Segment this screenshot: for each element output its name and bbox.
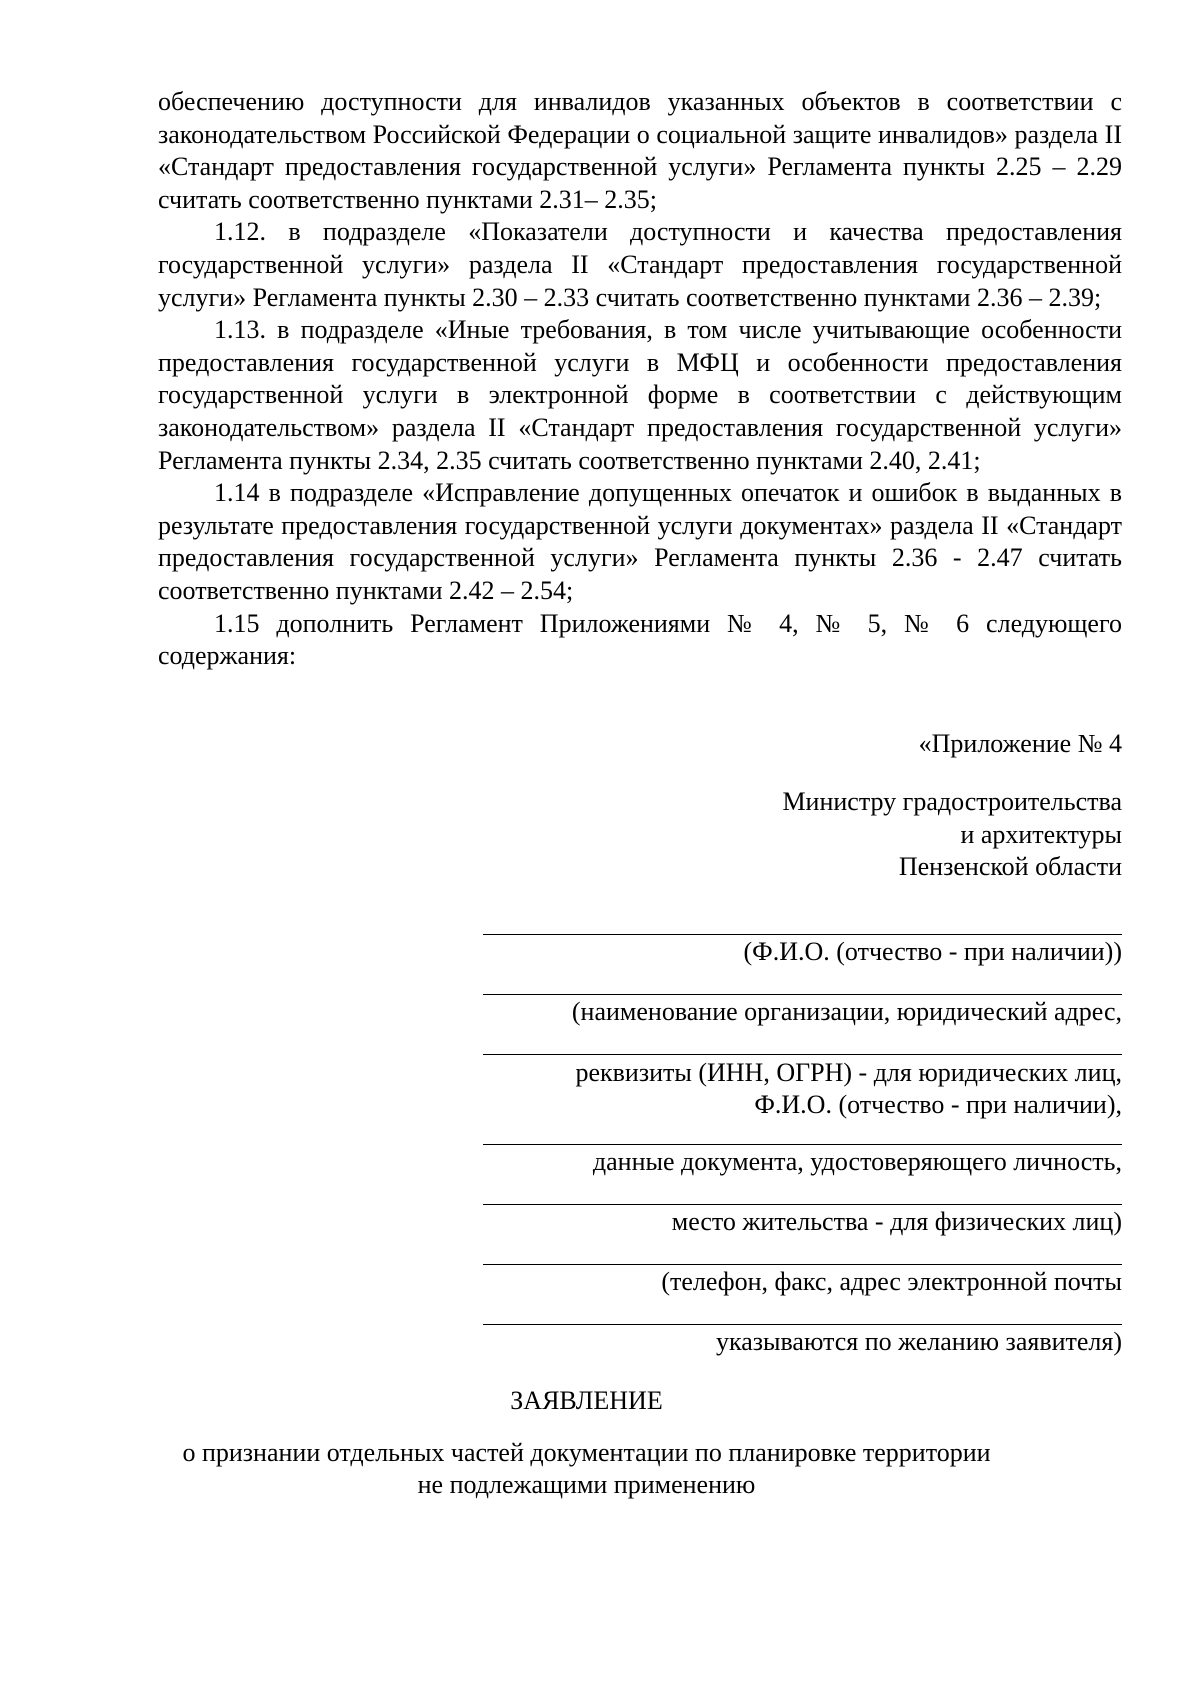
- field-caption: (Ф.И.О. (отчество - при наличии)): [743, 937, 1122, 966]
- appendix-label: «Приложение № 4: [918, 729, 1122, 758]
- paragraph-1-13: 1.13. в подразделе «Иные требования, в том числе учитывающие особенности предоставления государственной услуги в МФЦ и особенности предоставления государственной услуги в электронной форме в соответствии с действующим законодательством» раздела II «Стандарт предоставления государственной услуги» Регламента пункты 2.34, 2.35 считать соответственно пунктами 2.40, 2.41;: [158, 315, 1122, 475]
- blank-line: [483, 1054, 1122, 1055]
- body-text: [158, 86, 1122, 673]
- blank-line: [483, 1204, 1122, 1205]
- blank-line: [483, 1324, 1122, 1325]
- addressee-line: Министру градостроительства: [782, 787, 1122, 816]
- field-caption: указываются по желанию заявителя): [715, 1327, 1122, 1356]
- paragraph-1-14: 1.14 в подразделе «Исправление допущенных опечаток и ошибок в выданных в результате предоставления государственной услуги документах» раздела II «Стандарт предоставления государственной услуги» Регламента пункты 2.36 - 2.47 считать соответственно пунктами 2.42 – 2.54;: [158, 478, 1122, 605]
- blank-line: [483, 934, 1122, 935]
- blank-line: [483, 1264, 1122, 1265]
- paragraph-1-12: 1.12. в подразделе «Показатели доступности и качества предоставления государственной услуги» раздела II «Стандарт предоставления государственной услуги» Регламента пункты 2.30 – 2.33 считать соответственно пунктами 2.36 – 2.39;: [158, 217, 1122, 312]
- field-caption: место жительства - для физических лиц): [671, 1207, 1122, 1236]
- field-caption: Ф.И.О. (отчество - при наличии),: [754, 1090, 1122, 1119]
- addressee-line: и архитектуры: [960, 819, 1122, 849]
- blank-line: [483, 994, 1122, 995]
- addressee-line: Пензенской области: [898, 852, 1122, 882]
- statement-title: ЗАЯВЛЕНИЕ: [510, 1386, 663, 1415]
- field-caption: (наименование организации, юридический адрес,: [571, 997, 1122, 1026]
- field-caption: (телефон, факс, адрес электронной почты: [661, 1267, 1122, 1296]
- paragraph-1-15: 1.15 дополнить Регламент Приложениями № 4, № 5, № 6 следующего содержания:: [158, 608, 1122, 671]
- blank-line: [483, 1144, 1122, 1145]
- field-caption: реквизиты (ИНН, ОГРН) - для юридических лиц,: [575, 1058, 1122, 1087]
- addressee-block: [158, 786, 1122, 884]
- field-caption: данные документа, удостоверяющего личность,: [592, 1147, 1122, 1176]
- statement-subtitle: о признании отдельных частей документации по планировке территории: [182, 1438, 991, 1467]
- paragraph-continuation: обеспечению доступности для инвалидов указанных объектов в соответствии с законодательством Российской Федерации о социальной защите инвалидов» раздела II «Стандарт предоставления государственной услуги» Регламента пункты 2.25 – 2.29 считать соответственно пунктами 2.31– 2.35;: [158, 87, 1122, 214]
- statement-subtitle: не подлежащими применению: [417, 1470, 756, 1499]
